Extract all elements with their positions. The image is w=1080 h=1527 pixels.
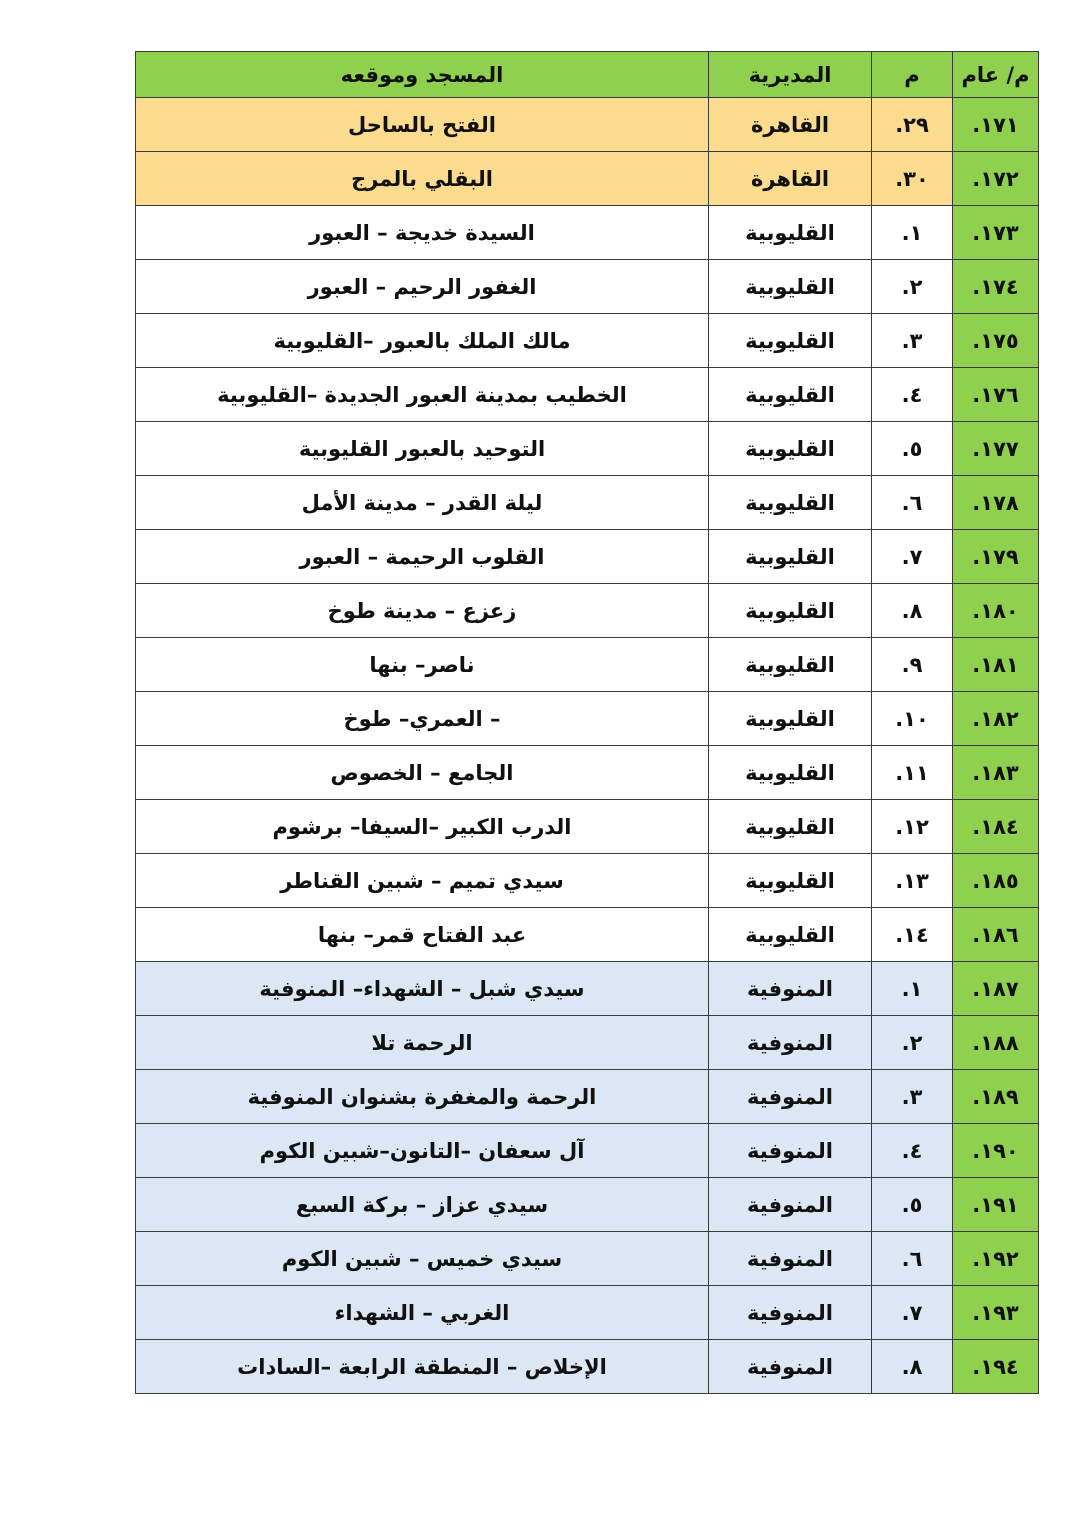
- header-number: م: [872, 52, 953, 98]
- general-number-cell: ١٩٢.: [953, 1232, 1039, 1286]
- directorate-cell: القليوبية: [709, 206, 872, 260]
- number-cell: ٥.: [872, 1178, 953, 1232]
- number-cell: ١٣.: [872, 854, 953, 908]
- table-row: [136, 152, 1039, 206]
- header-row: [136, 52, 1039, 98]
- number-cell: ٤.: [872, 368, 953, 422]
- directorate-cell: القليوبية: [709, 314, 872, 368]
- mosque-name-cell: الخطيب بمدينة العبور الجديدة –القليوبية: [136, 368, 709, 422]
- general-number-cell: ١٧٣.: [953, 206, 1039, 260]
- general-number-cell: ١٨٢.: [953, 692, 1039, 746]
- mosque-name-cell: عبد الفتاح قمر– بنها: [136, 908, 709, 962]
- mosque-name-cell: القلوب الرحيمة – العبور: [136, 530, 709, 584]
- general-number-cell: ١٨٩.: [953, 1070, 1039, 1124]
- header-general-number: م/ عام: [953, 52, 1039, 98]
- table-row: [136, 314, 1039, 368]
- directorate-cell: المنوفية: [709, 1178, 872, 1232]
- directorate-cell: القليوبية: [709, 800, 872, 854]
- table-row: [136, 692, 1039, 746]
- table-row: [136, 1178, 1039, 1232]
- directorate-cell: المنوفية: [709, 962, 872, 1016]
- directorate-cell: القليوبية: [709, 908, 872, 962]
- general-number-cell: ١٩١.: [953, 1178, 1039, 1232]
- general-number-cell: ١٨٤.: [953, 800, 1039, 854]
- number-cell: ١.: [872, 962, 953, 1016]
- mosque-name-cell: سيدي شبل – الشهداء– المنوفية: [136, 962, 709, 1016]
- header-directorate: المديرية: [709, 52, 872, 98]
- number-cell: ١.: [872, 206, 953, 260]
- number-cell: ١١.: [872, 746, 953, 800]
- mosque-name-cell: الرحمة والمغفرة بشنوان المنوفية: [136, 1070, 709, 1124]
- mosque-name-cell: الجامع – الخصوص: [136, 746, 709, 800]
- general-number-cell: ١٨٦.: [953, 908, 1039, 962]
- directorate-cell: القليوبية: [709, 854, 872, 908]
- table-row: [136, 908, 1039, 962]
- table-row: [136, 1340, 1039, 1394]
- general-number-cell: ١٧٤.: [953, 260, 1039, 314]
- number-cell: ٨.: [872, 1340, 953, 1394]
- directorate-cell: القليوبية: [709, 422, 872, 476]
- directorate-cell: المنوفية: [709, 1124, 872, 1178]
- directorate-cell: المنوفية: [709, 1016, 872, 1070]
- general-number-cell: ١٨١.: [953, 638, 1039, 692]
- mosque-name-cell: زعزع – مدينة طوخ: [136, 584, 709, 638]
- table-row: [136, 530, 1039, 584]
- mosque-name-cell: آل سعفان –التانون–شبين الكوم: [136, 1124, 709, 1178]
- number-cell: ١٤.: [872, 908, 953, 962]
- table-row: [136, 98, 1039, 152]
- number-cell: ٩.: [872, 638, 953, 692]
- table-row: [136, 1286, 1039, 1340]
- directorate-cell: القليوبية: [709, 746, 872, 800]
- table-row: [136, 476, 1039, 530]
- number-cell: ٢.: [872, 1016, 953, 1070]
- mosque-name-cell: الرحمة تلا: [136, 1016, 709, 1070]
- general-number-cell: ١٧٦.: [953, 368, 1039, 422]
- number-cell: ٢٩.: [872, 98, 953, 152]
- number-cell: ١٢.: [872, 800, 953, 854]
- table-row: [136, 260, 1039, 314]
- general-number-cell: ١٩٣.: [953, 1286, 1039, 1340]
- general-number-cell: ١٨٥.: [953, 854, 1039, 908]
- mosque-name-cell: سيدي تميم – شبين القناطر: [136, 854, 709, 908]
- directorate-cell: القليوبية: [709, 692, 872, 746]
- directorate-cell: القاهرة: [709, 152, 872, 206]
- number-cell: ٧.: [872, 530, 953, 584]
- mosque-name-cell: سيدي عزاز – بركة السبع: [136, 1178, 709, 1232]
- general-number-cell: ١٧٨.: [953, 476, 1039, 530]
- directorate-cell: القليوبية: [709, 476, 872, 530]
- directorate-cell: القاهرة: [709, 98, 872, 152]
- directorate-cell: المنوفية: [709, 1286, 872, 1340]
- general-number-cell: ١٧٥.: [953, 314, 1039, 368]
- directorate-cell: القليوبية: [709, 368, 872, 422]
- number-cell: ٧.: [872, 1286, 953, 1340]
- mosque-name-cell: ليلة القدر – مدينة الأمل: [136, 476, 709, 530]
- number-cell: ٦.: [872, 476, 953, 530]
- mosque-table: [135, 51, 1039, 1394]
- mosque-name-cell: الفتح بالساحل: [136, 98, 709, 152]
- directorate-cell: المنوفية: [709, 1340, 872, 1394]
- number-cell: ٤.: [872, 1124, 953, 1178]
- directorate-cell: القليوبية: [709, 584, 872, 638]
- mosque-name-cell: ناصر– بنها: [136, 638, 709, 692]
- general-number-cell: ١٨٧.: [953, 962, 1039, 1016]
- number-cell: ١٠.: [872, 692, 953, 746]
- directorate-cell: القليوبية: [709, 638, 872, 692]
- general-number-cell: ١٨٣.: [953, 746, 1039, 800]
- directorate-cell: المنوفية: [709, 1070, 872, 1124]
- table-row: [136, 422, 1039, 476]
- number-cell: ٥.: [872, 422, 953, 476]
- number-cell: ٢.: [872, 260, 953, 314]
- table-row: [136, 962, 1039, 1016]
- table-row: [136, 746, 1039, 800]
- mosque-name-cell: السيدة خديجة – العبور: [136, 206, 709, 260]
- mosque-name-cell: – العمري– طوخ: [136, 692, 709, 746]
- table-row: [136, 1124, 1039, 1178]
- table-row: [136, 1016, 1039, 1070]
- directorate-cell: المنوفية: [709, 1232, 872, 1286]
- general-number-cell: ١٩٠.: [953, 1124, 1039, 1178]
- mosque-name-cell: الإخلاص – المنطقة الرابعة –السادات: [136, 1340, 709, 1394]
- mosque-name-cell: البقلي بالمرج: [136, 152, 709, 206]
- mosque-name-cell: الغفور الرحيم – العبور: [136, 260, 709, 314]
- table-row: [136, 800, 1039, 854]
- general-number-cell: ١٨٠.: [953, 584, 1039, 638]
- table-row: [136, 368, 1039, 422]
- mosque-name-cell: مالك الملك بالعبور –القليوبية: [136, 314, 709, 368]
- header-mosque: المسجد وموقعه: [136, 52, 709, 98]
- general-number-cell: ١٩٤.: [953, 1340, 1039, 1394]
- general-number-cell: ١٧٧.: [953, 422, 1039, 476]
- table-row: [136, 1232, 1039, 1286]
- mosque-name-cell: سيدي خميس – شبين الكوم: [136, 1232, 709, 1286]
- general-number-cell: ١٧٩.: [953, 530, 1039, 584]
- general-number-cell: ١٧١.: [953, 98, 1039, 152]
- mosque-name-cell: الدرب الكبير –السيفا– برشوم: [136, 800, 709, 854]
- number-cell: ٣.: [872, 1070, 953, 1124]
- table-row: [136, 638, 1039, 692]
- table-row: [136, 206, 1039, 260]
- directorate-cell: القليوبية: [709, 260, 872, 314]
- table-row: [136, 584, 1039, 638]
- number-cell: ٦.: [872, 1232, 953, 1286]
- directorate-cell: القليوبية: [709, 530, 872, 584]
- table-row: [136, 854, 1039, 908]
- general-number-cell: ١٨٨.: [953, 1016, 1039, 1070]
- mosque-name-cell: الغربي – الشهداء: [136, 1286, 709, 1340]
- number-cell: ٣٠.: [872, 152, 953, 206]
- table-row: [136, 1070, 1039, 1124]
- table-body: [136, 98, 1039, 1394]
- number-cell: ٣.: [872, 314, 953, 368]
- number-cell: ٨.: [872, 584, 953, 638]
- mosque-name-cell: التوحيد بالعبور القليوبية: [136, 422, 709, 476]
- general-number-cell: ١٧٢.: [953, 152, 1039, 206]
